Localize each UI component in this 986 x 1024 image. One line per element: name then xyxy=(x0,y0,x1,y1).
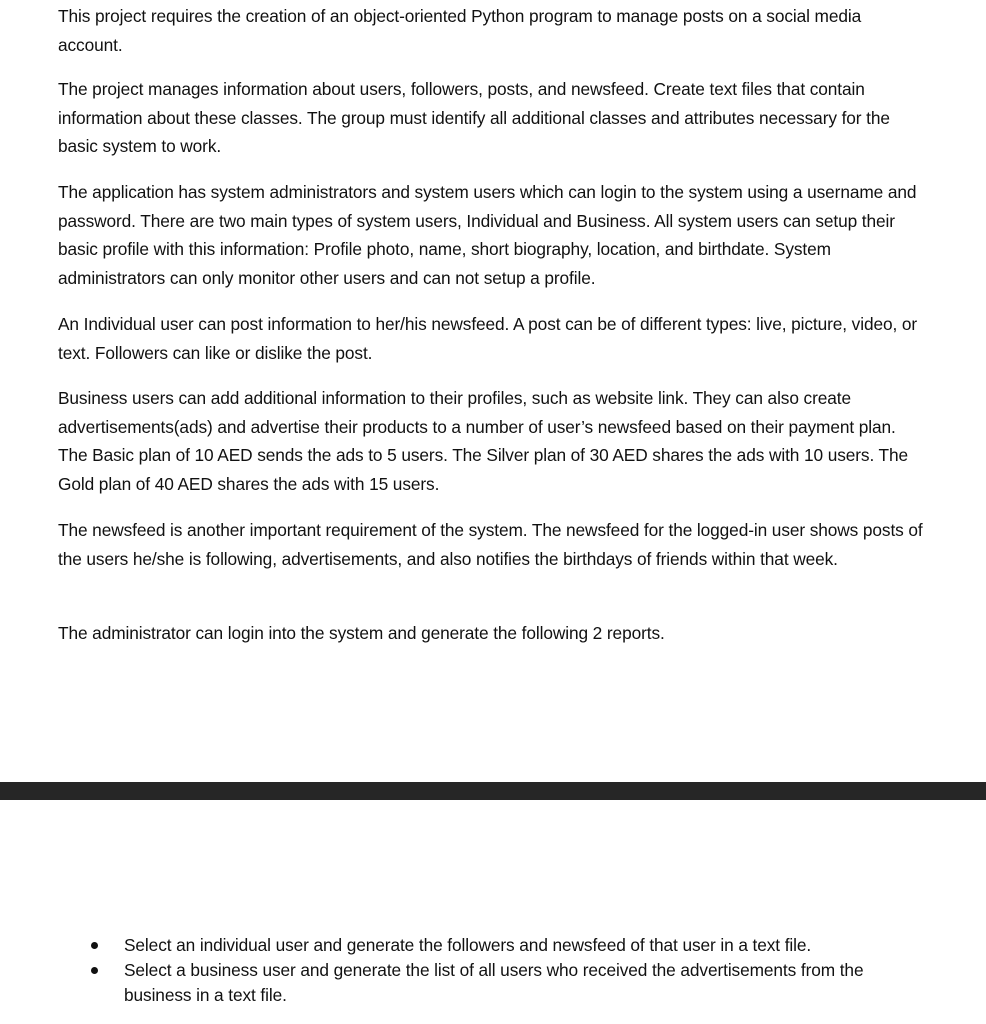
paragraph-business-ads: Business users can add additional information to their profiles, such as website link. They can also create advertisements(ads) and advertise their products to a number of user’s newsfeed based on their payment plan. The Basic plan of 10 AED sends the ads to 5 users. The Silver plan of 30 AED shares the ads with 10 users. The Gold plan of 40 AED shares the ads with 15 users. xyxy=(58,388,909,494)
list-item xyxy=(0,933,904,958)
bullet-icon xyxy=(91,967,98,974)
list-item xyxy=(0,958,904,1008)
paragraph-intro: This project requires the creation of an object-oriented Python program to manage posts on a social media account. xyxy=(58,6,862,55)
list-item-text: Select a business user and generate the list of all users who received the advertisements from the business in a text file. xyxy=(124,960,864,1005)
list-item-text: Select an individual user and generate the followers and newsfeed of that user in a text file. xyxy=(124,935,812,955)
paragraph-individual-posts: An Individual user can post information to her/his newsfeed. A post can be of different types: live, picture, video, or text. Followers can like or dislike the post. xyxy=(58,314,918,363)
reports-list xyxy=(0,933,986,1008)
page-separator xyxy=(0,782,986,800)
paragraph-admin-reports: The administrator can login into the system and generate the following 2 reports. xyxy=(58,623,665,643)
paragraph-data-files: The project manages information about users, followers, posts, and newsfeed. Create text files that contain information about these classes. The group must identify all additional classes and attributes necessary for the basic system to work. xyxy=(58,79,890,156)
paragraph-newsfeed: The newsfeed is another important requirement of the system. The newsfeed for the logged-in user shows posts of the users he/she is following, advertisements, and also notifies the birthdays of friends within that week. xyxy=(58,520,923,569)
paragraph-user-types: The application has system administrators and system users which can login to the system using a username and password. There are two main types of system users, Individual and Business. All system users can setup their basic profile with this information: Profile photo, name, short biography, location, and birthdate. System administrators can only monitor other users and can not setup a profile. xyxy=(58,182,917,288)
bullet-icon xyxy=(91,942,98,949)
document-page-2 xyxy=(0,800,986,1024)
